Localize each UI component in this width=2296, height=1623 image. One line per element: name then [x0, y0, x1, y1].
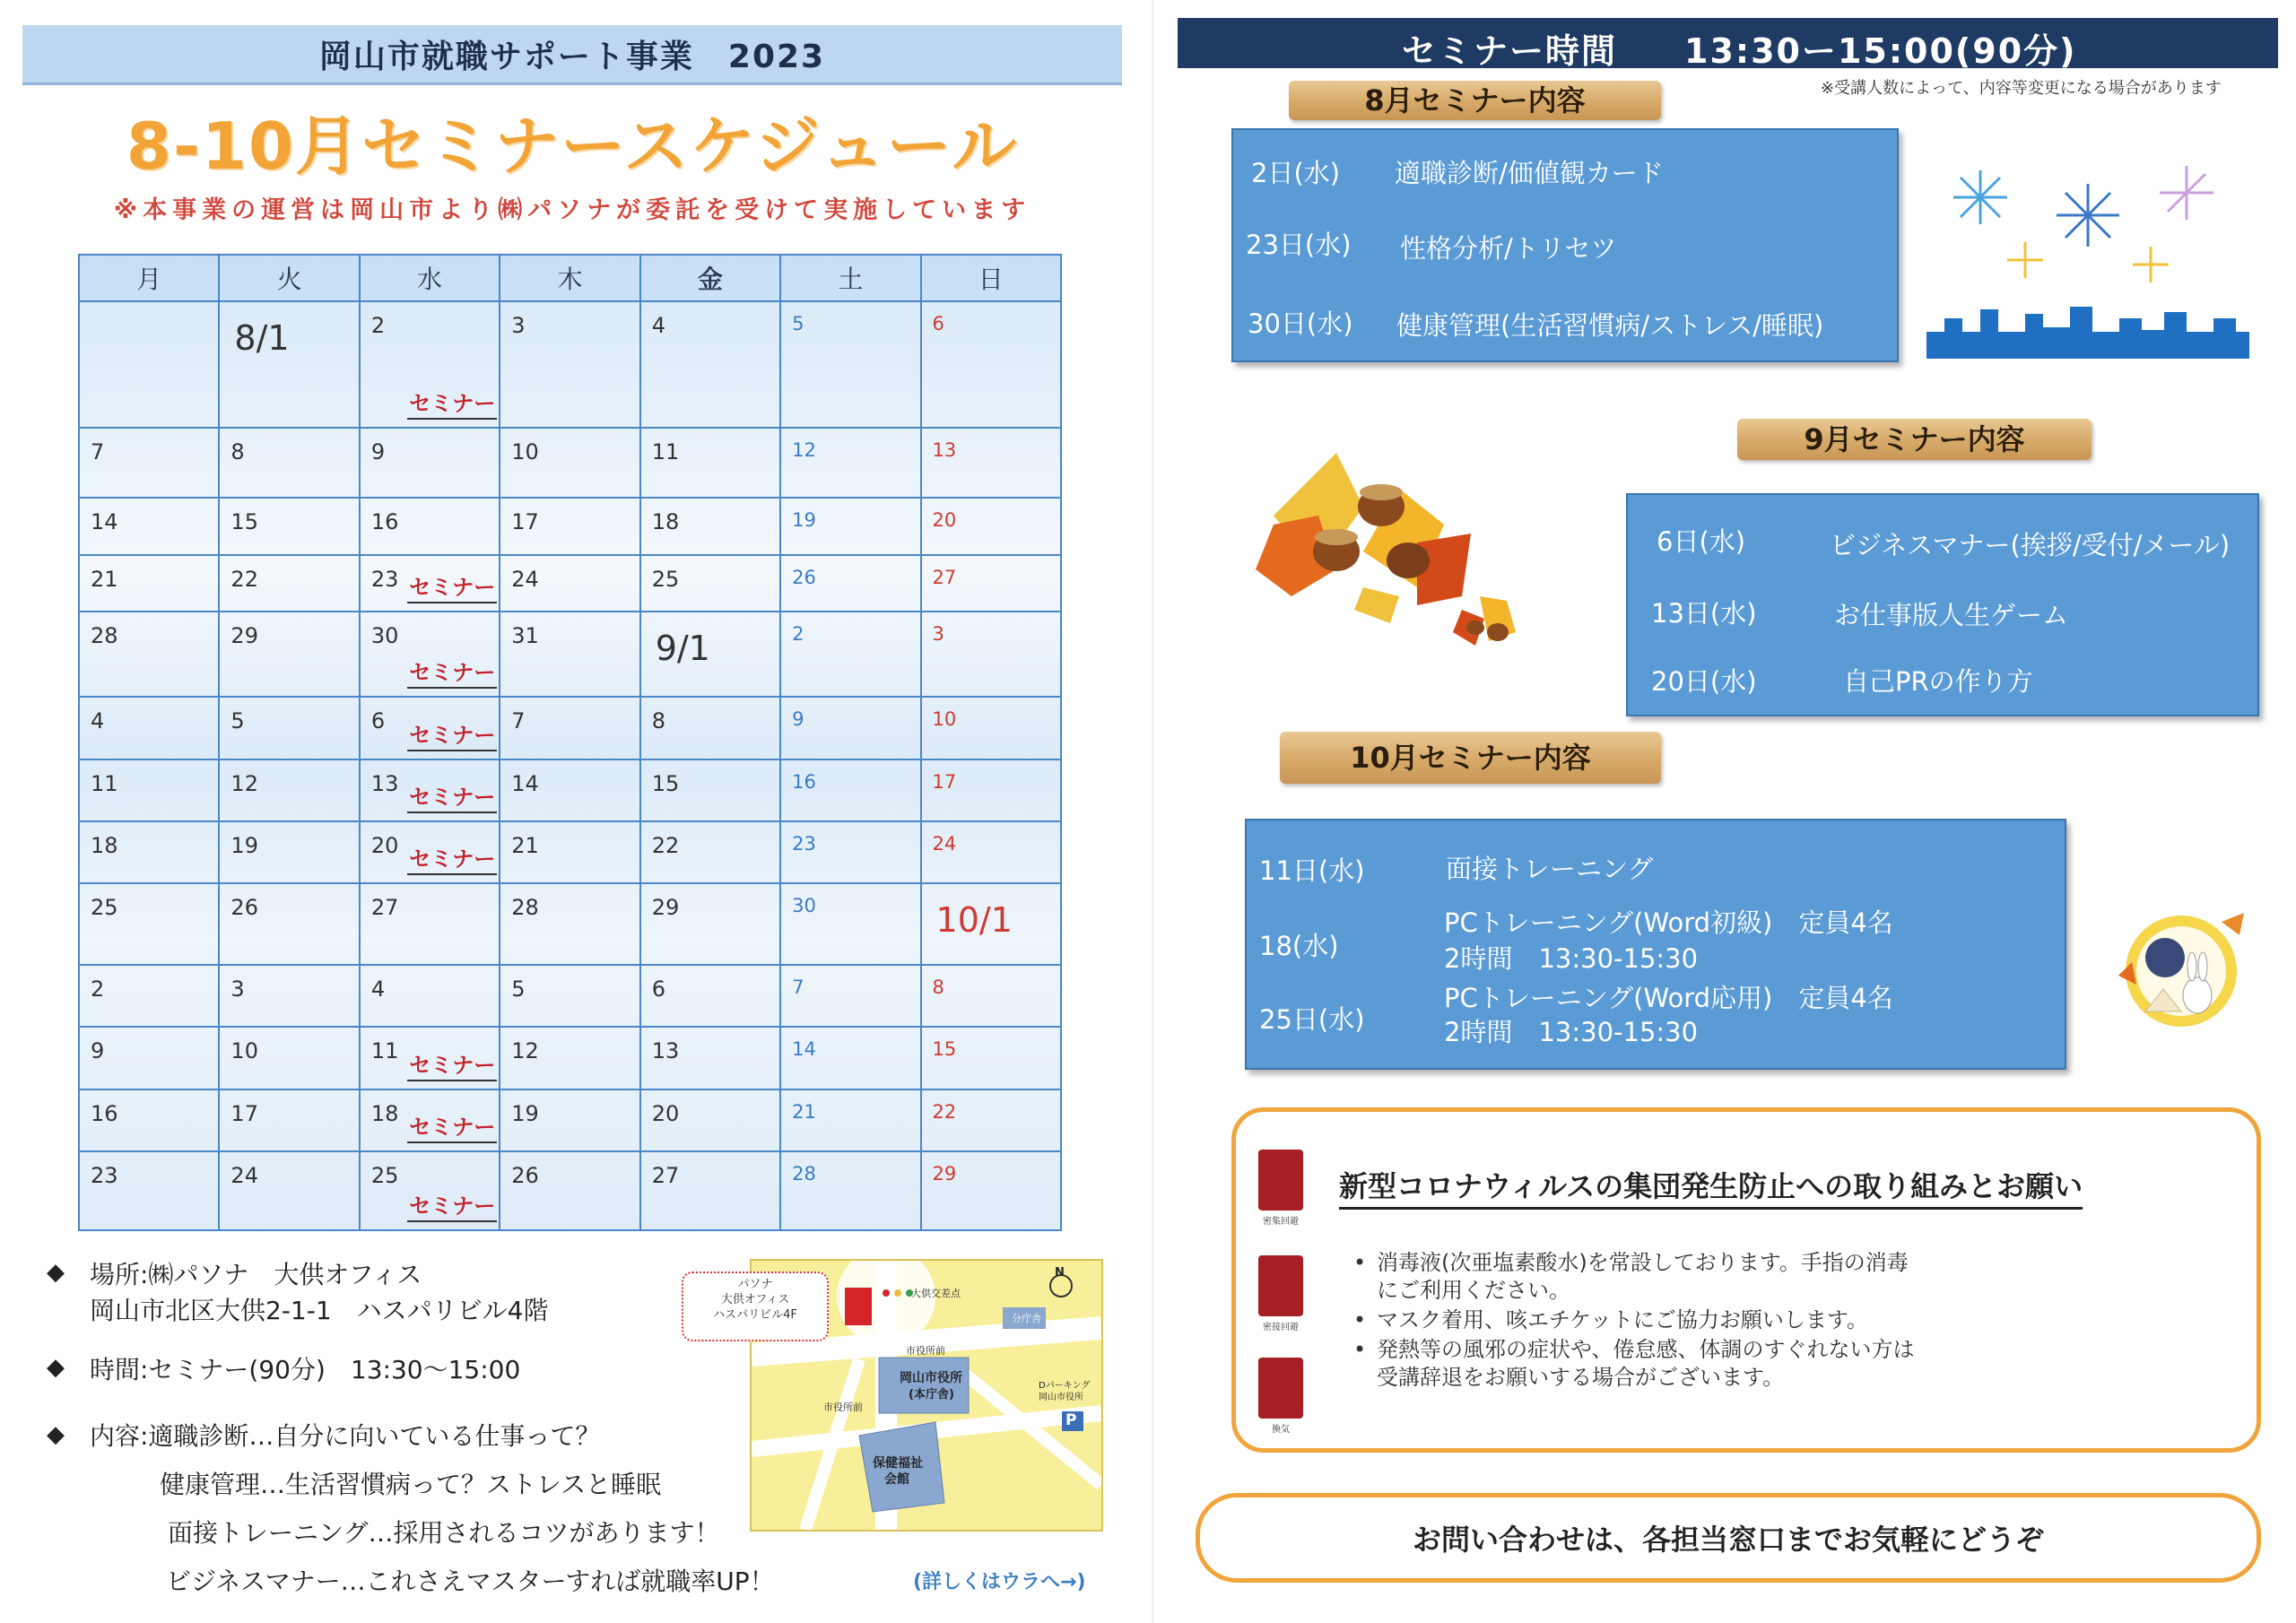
day-number: 21: [91, 566, 118, 592]
calendar-day-cell: [500, 965, 639, 1027]
calendar-day-cell: [780, 1027, 920, 1089]
ventilation-label: 換気: [1272, 1425, 1290, 1435]
calendar-day-cell: [500, 1151, 639, 1230]
page-divider: [1152, 0, 1153, 1623]
day-number: 10: [230, 1038, 258, 1064]
day-number: 23: [91, 1162, 118, 1188]
calendar-day-cell: [500, 1089, 639, 1151]
day-number: 17: [511, 509, 539, 535]
north-indicator: N: [1055, 1266, 1065, 1280]
weekday-header: 金: [640, 255, 780, 301]
calendar-day-cell: [921, 1027, 1061, 1089]
day-number: 12: [511, 1038, 539, 1064]
day-number: 20: [370, 832, 399, 858]
seminar-time-label: セミナー時間: [1402, 31, 1618, 71]
calendar-week-row: [79, 555, 1061, 612]
calendar-day-cell: [921, 612, 1061, 697]
calendar-day-cell: [780, 555, 920, 612]
calendar-day-cell: [219, 883, 359, 964]
calendar-day-cell: [79, 1027, 219, 1089]
ventilation-icon: [1258, 1358, 1303, 1419]
day-number: 11: [91, 770, 118, 796]
calendar-day-cell: [780, 428, 920, 498]
time-line: 時間:セミナー(90分) 13:30〜15:00: [90, 1355, 521, 1384]
calendar-day-cell: [219, 821, 359, 883]
day-number: 10: [932, 708, 957, 731]
calendar-day-cell: [500, 759, 639, 821]
calendar-day-cell: [500, 697, 639, 759]
covid-bullet-3: • 発熱等の風邪の症状や、倦怠感、体調のすぐれない方は: [1377, 1336, 1915, 1364]
sep-topic-1: ビジネスマナー(挨拶/受付/メール): [1830, 530, 2231, 560]
oct-title: 10月セミナー内容: [1350, 741, 1591, 775]
oct-sub-2: 2時間 13:30-15:30: [1444, 943, 1699, 974]
callout-line-1: パソナ: [737, 1278, 773, 1291]
calendar-week-row: [79, 759, 1061, 821]
day-number: 7: [792, 976, 804, 998]
day-number: 2: [91, 976, 105, 1002]
calendar-day-cell: [921, 301, 1061, 428]
day-number: 28: [91, 622, 118, 648]
calendar-day-cell: [360, 883, 500, 964]
diamond-bullet-icon: ◆: [47, 1354, 65, 1381]
day-number: 13: [932, 439, 957, 462]
content-line-3: 面接トレーニング…採用されるコツがあります！: [168, 1518, 720, 1548]
calendar-week-row: [79, 697, 1061, 759]
moon-rabbit-illustration: [2109, 895, 2253, 1047]
sep-title-plate: [1737, 419, 2092, 460]
day-number: 11: [651, 439, 680, 465]
weekday-header: 水: [360, 255, 500, 301]
day-number: 26: [511, 1162, 539, 1188]
seminar-marker: セミナー: [407, 841, 497, 875]
sep-seminar-box: [1626, 493, 2259, 716]
day-number: 8: [651, 708, 665, 734]
sep-date-1: 6日(水): [1657, 526, 1746, 557]
operator-note: ※本事業の運営は岡山市より㈱パソナが委託を受けて実施しています: [113, 196, 1031, 224]
calendar-day-cell: [640, 821, 780, 883]
calendar-day-cell: [640, 883, 780, 964]
day-number: 19: [230, 832, 258, 858]
seminar-marker: セミナー: [407, 1047, 497, 1081]
calendar-day-cell: [79, 1151, 219, 1230]
calendar-week-row: [79, 301, 1061, 428]
calendar-day-cell: [921, 759, 1061, 821]
day-number: 30: [370, 622, 399, 648]
aug-title: 8月セミナー内容: [1364, 83, 1586, 117]
calendar-day-cell: [219, 301, 359, 428]
day-number: 27: [651, 1162, 680, 1188]
day-number: 13: [370, 770, 399, 796]
calendar-day-cell: [640, 498, 780, 554]
calendar-week-row: [79, 498, 1061, 554]
day-number: 11: [370, 1038, 399, 1064]
calendar-day-cell: [921, 1089, 1061, 1151]
content-line-4: ビジネスマナー…これさえマスターすれば就職率UP！: [166, 1567, 775, 1596]
calendar-day-cell: [921, 428, 1061, 498]
day-number: 24: [932, 832, 957, 855]
covid-bullet-1-cont: にご利用ください。: [1377, 1278, 1570, 1303]
calendar-day-cell: [360, 821, 500, 883]
calendar-day-cell: [780, 965, 920, 1027]
oct-date-1: 11日(水): [1259, 855, 1365, 886]
avoid-crowds-icon: [1258, 1150, 1303, 1211]
day-number: 17: [230, 1100, 258, 1126]
day-number: 14: [792, 1038, 816, 1061]
calendar-day-cell: [79, 821, 219, 883]
day-number: 9: [91, 1038, 105, 1064]
aug-topic-1: 適職診断/価値観カード: [1395, 158, 1664, 188]
aug-title-plate: [1289, 81, 1661, 120]
day-number: 6: [370, 708, 386, 734]
aug-topic-3: 健康管理(生活習慣病/ストレス/睡眠): [1396, 310, 1824, 341]
calendar-day-cell: [500, 883, 639, 964]
aug-seminar-box: [1231, 128, 1899, 362]
day-number: 21: [511, 832, 539, 858]
day-number: 9: [792, 708, 804, 731]
calendar-day-cell: [79, 883, 219, 964]
day-number: 8/1: [234, 318, 290, 358]
day-number: 24: [230, 1162, 258, 1188]
diamond-bullet-icon: ◆: [47, 1259, 65, 1286]
calendar-day-cell: [79, 612, 219, 697]
day-number: 15: [651, 770, 680, 796]
calendar-day-cell: [500, 1027, 639, 1089]
day-number: 7: [91, 439, 105, 465]
program-header-text: 岡山市就職サポート事業 2023: [318, 38, 826, 75]
day-number: 27: [370, 895, 399, 921]
calendar-day-cell: [780, 759, 920, 821]
calendar-day-cell: [219, 555, 359, 612]
calendar-day-cell: [921, 1151, 1061, 1230]
calendar-day-cell: [79, 1089, 219, 1151]
day-number: 15: [932, 1038, 957, 1061]
day-number: 14: [91, 509, 118, 535]
map-label-annex: 分庁舎: [1012, 1313, 1041, 1324]
day-number: 10: [511, 439, 539, 465]
day-number: 27: [932, 566, 957, 588]
weekday-header: 木: [500, 255, 639, 301]
day-number: 23: [792, 832, 816, 855]
diamond-bullet-icon: ◆: [47, 1421, 65, 1448]
calendar-day-cell: [360, 498, 500, 554]
map-label-welfare-1: 保健福祉: [873, 1456, 923, 1471]
day-number: 8: [932, 976, 944, 998]
day-number: 26: [792, 566, 816, 588]
covid-bullet-1: • 消毒液(次亜塩素酸水)を常設しております。手指の消毒: [1377, 1249, 1909, 1277]
map-label-intersection: 大供交差点: [911, 1288, 961, 1299]
day-number: 26: [230, 895, 258, 921]
calendar-week-row: [79, 1027, 1061, 1089]
contact-text: お問い合わせは、各担当窓口までお気軽にどうぞ: [1412, 1523, 2044, 1557]
calendar-day-cell: [921, 965, 1061, 1027]
calendar-day-cell: [921, 883, 1061, 964]
sep-date-2: 13日(水): [1651, 598, 1757, 629]
calendar-day-cell: [640, 612, 780, 697]
day-number: 18: [651, 509, 680, 535]
day-number: 16: [792, 770, 816, 793]
avoid-close-contact-label: 密接回避: [1263, 1323, 1299, 1332]
day-number: 23: [370, 566, 399, 592]
day-number: 2: [370, 313, 386, 338]
calendar-day-cell: [360, 1089, 500, 1151]
seminar-marker: セミナー: [407, 655, 497, 689]
calendar-day-cell: [640, 759, 780, 821]
calendar-day-cell: [500, 428, 639, 498]
day-number: 12: [792, 439, 816, 462]
day-number: 29: [932, 1162, 957, 1185]
callout-line-2: 大供オフィス: [720, 1293, 790, 1306]
content-line-2: 健康管理…生活習慣病って？ストレスと睡眠: [160, 1470, 662, 1499]
fireworks-illustration: [1926, 152, 2249, 359]
calendar-day-cell: [219, 697, 359, 759]
day-number: 10/1: [935, 900, 1013, 941]
calendar-day-cell: [780, 301, 920, 428]
avoid-close-contact-icon: [1258, 1255, 1303, 1316]
day-number: 7: [511, 708, 526, 734]
calendar-day-cell: [360, 697, 500, 759]
day-number: 17: [932, 770, 957, 793]
calendar-day-cell: [79, 697, 219, 759]
day-number: 28: [792, 1162, 816, 1185]
aug-date-3: 30日(水): [1248, 308, 1353, 339]
day-number: 5: [792, 313, 804, 334]
calendar-day-cell: [921, 821, 1061, 883]
calendar-day-cell: [360, 1027, 500, 1089]
parking-icon: P: [1065, 1411, 1077, 1429]
day-number: 29: [230, 622, 258, 648]
calendar-day-cell: [219, 965, 359, 1027]
weekday-header: 日: [921, 255, 1061, 301]
aug-date-1: 2日(水): [1251, 158, 1341, 188]
calendar-day-cell: [360, 428, 500, 498]
calendar-day-cell: [640, 1151, 780, 1230]
oct-topic-2: PCトレーニング(Word初級) 定員4名: [1444, 907, 1893, 938]
calendar-day-cell: [921, 697, 1061, 759]
calendar-day-cell: [79, 498, 219, 554]
calendar-day-cell: [500, 821, 639, 883]
calendar-day-cell: [79, 555, 219, 612]
calendar-day-cell: [500, 498, 639, 554]
day-number: 20: [651, 1100, 680, 1126]
day-number: 15: [230, 509, 258, 535]
oct-topic-1: 面接トレーニング: [1446, 854, 1654, 884]
day-number: 5: [511, 976, 526, 1002]
calendar-day-cell: [780, 498, 920, 554]
covid-notice-title: 新型コロナウィルスの集団発生防止への取り組みとお願い: [1339, 1164, 2083, 1210]
office-callout: [682, 1271, 829, 1341]
day-number: 31: [511, 622, 539, 648]
day-number: 13: [651, 1038, 680, 1064]
calendar-week-row: [79, 1089, 1061, 1151]
day-number: 3: [932, 622, 944, 645]
day-number: 22: [932, 1100, 957, 1123]
oct-topic-3: PCトレーニング(Word応用) 定員4名: [1444, 983, 1893, 1013]
weekday-header: 火: [219, 255, 359, 301]
calendar-day-cell: [219, 1151, 359, 1230]
day-number: 4: [370, 976, 386, 1002]
place-line-1: 場所:㈱パソナ 大供オフィス: [90, 1260, 422, 1289]
calendar-day-cell: [360, 965, 500, 1027]
oct-date-3: 25日(水): [1259, 1004, 1365, 1035]
see-back-link: (詳しくはウラへ→): [913, 1571, 1086, 1593]
calendar-day-cell: [79, 965, 219, 1027]
day-number: 2: [792, 622, 804, 645]
day-number: 14: [511, 770, 539, 796]
calendar-week-row: [79, 883, 1061, 964]
seminar-marker: セミナー: [407, 569, 497, 603]
oct-title-plate: [1280, 732, 1661, 784]
map-label-cityhall-2: (本庁舎): [909, 1388, 954, 1402]
day-number: 6: [651, 976, 665, 1002]
calendar-day-cell: [780, 1151, 920, 1230]
schedule-title: 8-10月セミナースケジュール: [126, 108, 1019, 184]
day-number: 19: [511, 1100, 539, 1126]
calendar-day-cell: [780, 821, 920, 883]
seminar-marker: セミナー: [407, 1109, 497, 1143]
sep-title: 9月セミナー内容: [1804, 422, 2025, 456]
map-label-parking-1: Dパーキング: [1039, 1381, 1091, 1391]
calendar-day-cell: [79, 301, 219, 428]
calendar-week-row: [79, 821, 1061, 883]
seminar-marker: セミナー: [407, 779, 497, 813]
seminar-time-value: 13:30ー15:00(90分): [1684, 31, 2077, 71]
change-notice: ※受講人数によって、内容等変更になる場合があります: [1821, 79, 2222, 98]
day-number: 16: [91, 1100, 118, 1126]
calendar-day-cell: [219, 428, 359, 498]
day-number: 29: [651, 895, 680, 921]
calendar-day-cell: [360, 759, 500, 821]
day-number: 30: [792, 895, 816, 917]
calendar-day-cell: [640, 1089, 780, 1151]
calendar-day-cell: [79, 759, 219, 821]
calendar-day-cell: [640, 697, 780, 759]
calendar-day-cell: [780, 883, 920, 964]
calendar-day-cell: [219, 612, 359, 697]
day-number: 9/1: [655, 628, 710, 668]
calendar-day-cell: [500, 612, 639, 697]
day-number: 3: [230, 976, 245, 1002]
calendar-day-cell: [640, 428, 780, 498]
content-line-1: 内容:適職診断…自分に向いている仕事って？: [90, 1421, 601, 1451]
day-number: 22: [651, 832, 680, 858]
seminar-marker: セミナー: [407, 386, 497, 420]
program-header: [22, 25, 1122, 85]
sep-date-3: 20日(水): [1651, 666, 1757, 697]
covid-bullet-3-cont: 受講辞退をお願いする場合がございます。: [1377, 1365, 1785, 1390]
calendar-day-cell: [921, 555, 1061, 612]
calendar-day-cell: [780, 1089, 920, 1151]
day-number: 6: [932, 313, 944, 334]
calendar-day-cell: [360, 301, 500, 428]
calendar-day-cell: [79, 428, 219, 498]
day-number: 4: [91, 708, 105, 734]
day-number: 21: [792, 1100, 816, 1123]
map-label-tram-2: 市役所前: [823, 1402, 863, 1413]
calendar-week-row: [79, 965, 1061, 1027]
day-number: 25: [91, 895, 118, 921]
calendar-week-row: [79, 1151, 1061, 1230]
calendar-week-row: [79, 612, 1061, 697]
calendar-day-cell: [219, 1027, 359, 1089]
sep-topic-2: お仕事版人生ゲーム: [1834, 600, 2069, 630]
map-label-tram-1: 市役所前: [906, 1345, 945, 1357]
aug-date-2: 23日(水): [1246, 230, 1352, 260]
day-number: 20: [932, 509, 957, 532]
calendar-day-cell: [360, 555, 500, 612]
seminar-time-header: [1178, 18, 2278, 71]
autumn-leaves-illustration: [1238, 417, 1561, 686]
callout-line-3: ハスパリビル4F: [713, 1308, 797, 1322]
day-number: 5: [230, 708, 245, 734]
calendar-day-cell: [640, 1027, 780, 1089]
day-number: 12: [230, 770, 258, 796]
seminar-marker: セミナー: [407, 717, 497, 751]
avoid-crowds-label: 密集回避: [1263, 1217, 1299, 1227]
day-number: 18: [91, 832, 118, 858]
day-number: 24: [511, 566, 539, 592]
day-number: 3: [511, 313, 526, 338]
day-number: 19: [792, 509, 816, 532]
calendar-day-cell: [640, 301, 780, 428]
day-number: 18: [370, 1100, 399, 1126]
calendar-day-cell: [780, 697, 920, 759]
calendar-day-cell: [500, 301, 639, 428]
oct-seminar-box: [1245, 819, 2066, 1070]
calendar-week-row: [79, 428, 1061, 498]
oct-sub-3: 2時間 13:30-15:30: [1444, 1017, 1699, 1047]
calendar-day-cell: [360, 612, 500, 697]
calendar-day-cell: [219, 1089, 359, 1151]
contact-box: [1196, 1493, 2261, 1583]
day-number: 9: [370, 439, 386, 465]
covid-bullet-2: • マスク着用、咳エチケットにご協力お願いします。: [1377, 1306, 1868, 1334]
map-label-cityhall-1: 岡山市役所: [900, 1371, 962, 1385]
day-number: 28: [511, 895, 539, 921]
map-label-welfare-2: 会館: [884, 1472, 909, 1487]
day-number: 22: [230, 566, 258, 592]
calendar-day-cell: [219, 498, 359, 554]
map-label-parking-2: 岡山市役所: [1039, 1393, 1083, 1402]
calendar-day-cell: [921, 498, 1061, 554]
calendar-table: [78, 254, 1062, 1231]
weekday-header: 月: [79, 255, 219, 301]
calendar-day-cell: [219, 759, 359, 821]
weekday-header: 土: [780, 255, 920, 301]
day-number: 25: [370, 1162, 399, 1188]
day-number: 4: [651, 313, 665, 338]
aug-topic-2: 性格分析/トリセツ: [1400, 233, 1617, 264]
day-number: 16: [370, 509, 399, 535]
calendar-day-cell: [640, 555, 780, 612]
weekday-header-row: [79, 255, 1061, 301]
seminar-marker: セミナー: [407, 1188, 497, 1222]
calendar-day-cell: [500, 555, 639, 612]
calendar-day-cell: [360, 1151, 500, 1230]
place-line-2: 岡山市北区大供2-1-1 ハスパリビル4階: [90, 1296, 549, 1325]
oct-date-2: 18(水): [1259, 931, 1339, 961]
sep-topic-3: 自己PRの作り方: [1843, 666, 2033, 697]
day-number: 8: [230, 439, 245, 465]
calendar-day-cell: [640, 965, 780, 1027]
calendar-day-cell: [780, 612, 920, 697]
day-number: 25: [651, 566, 680, 592]
